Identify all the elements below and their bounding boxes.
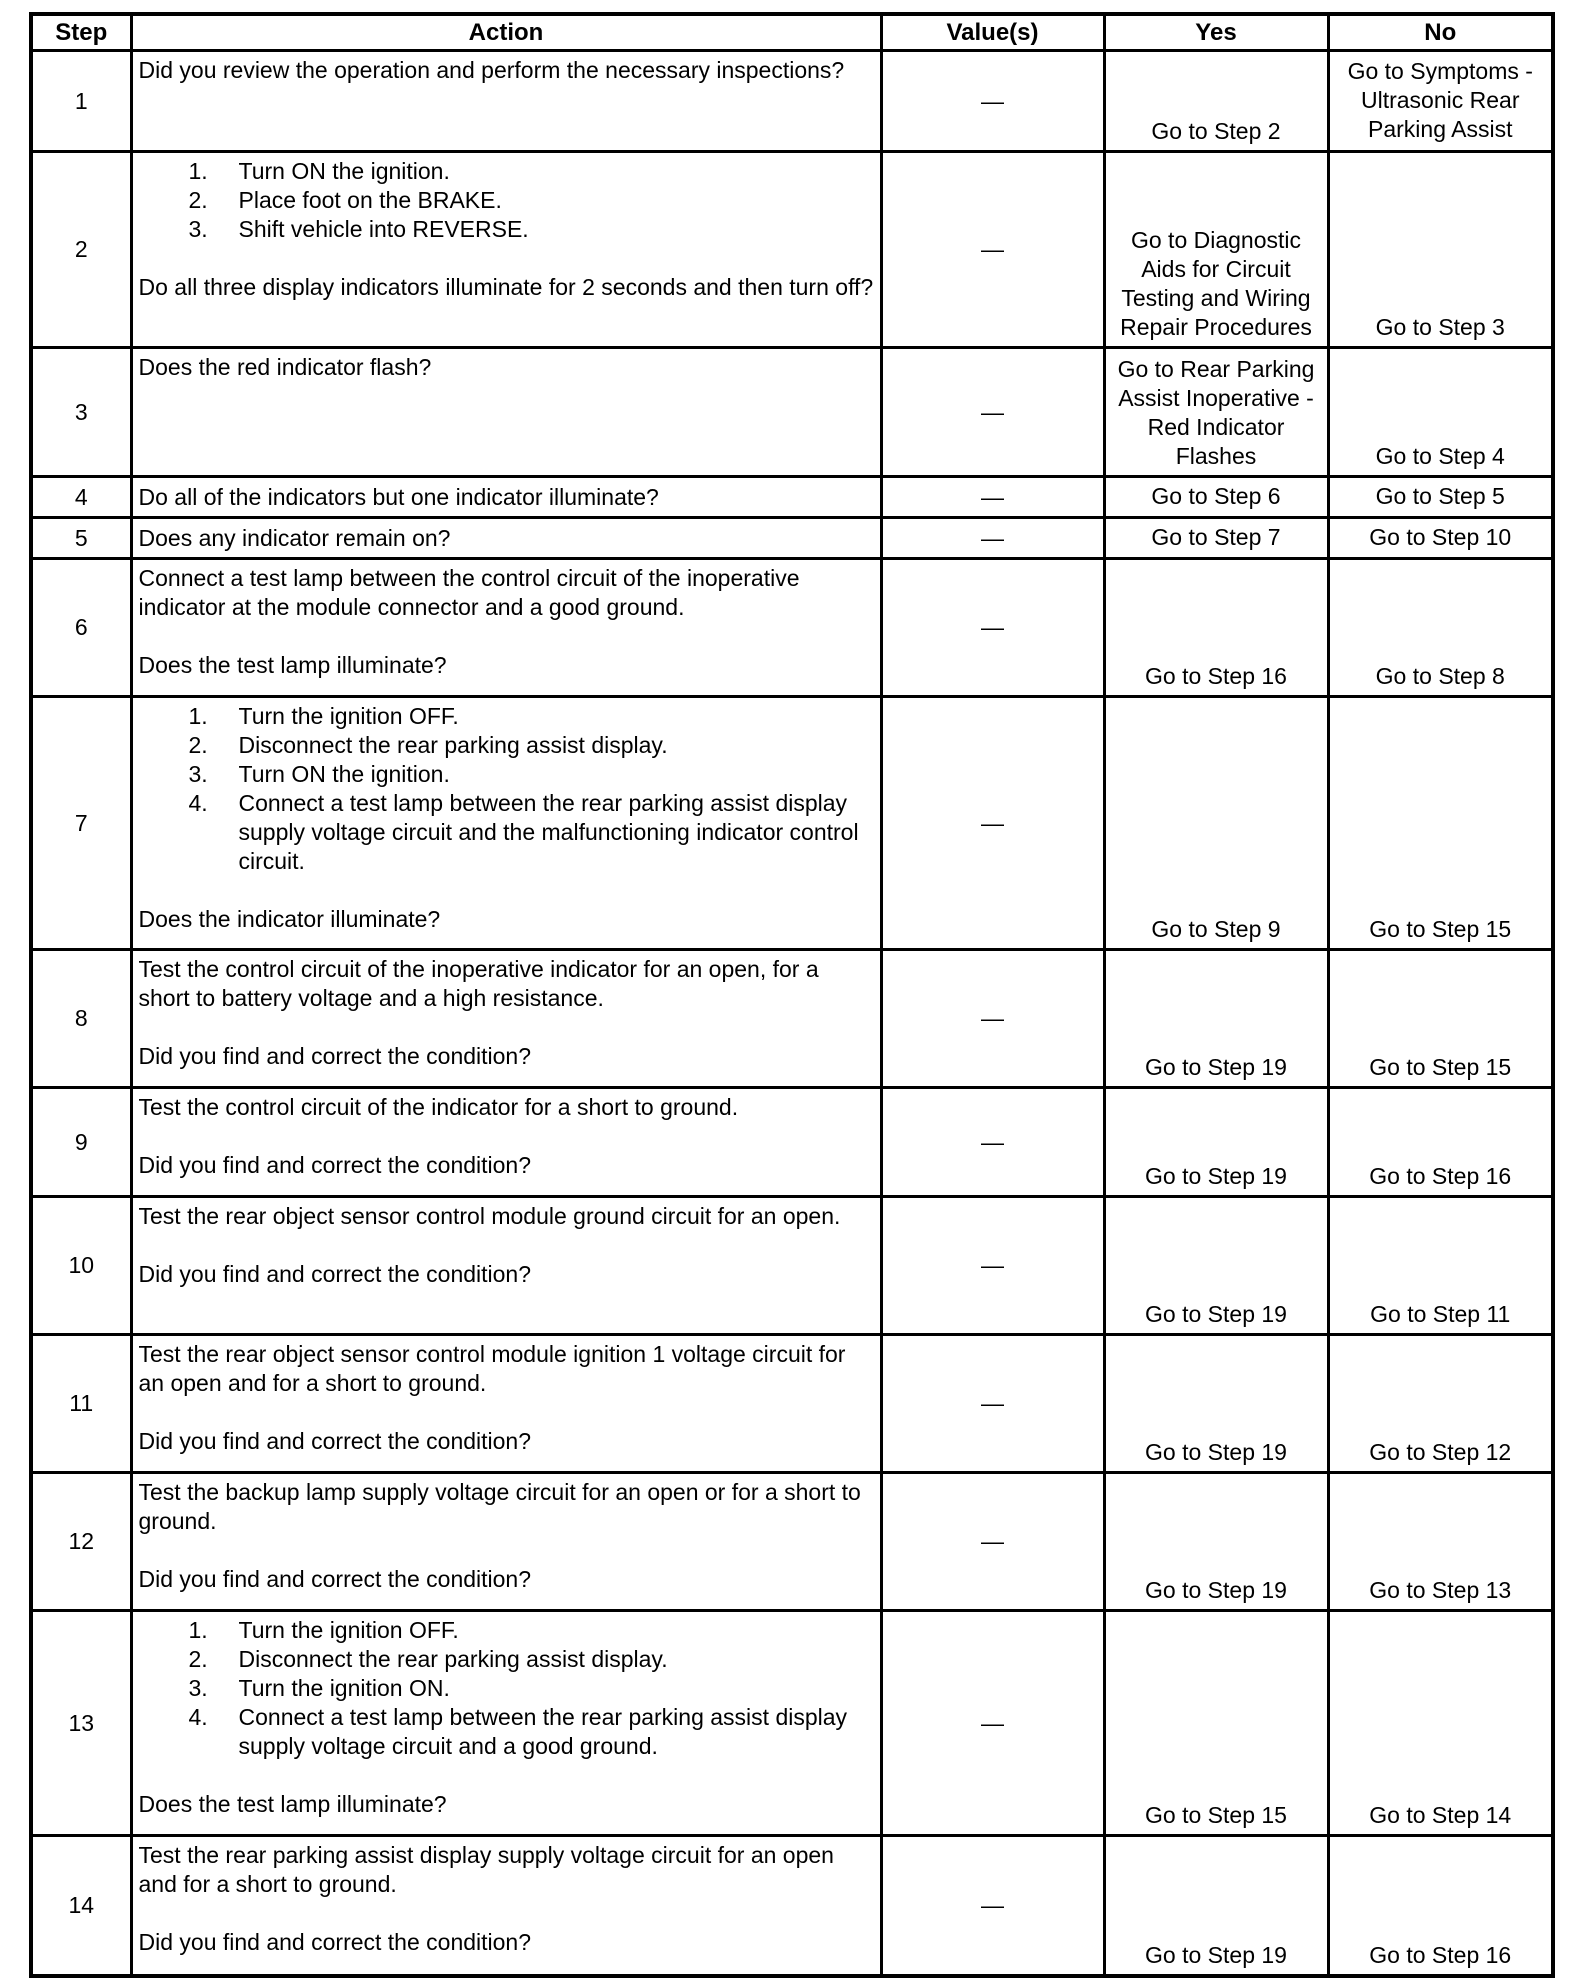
action-question: Did you find and correct the condition? bbox=[138, 1929, 532, 1955]
yes-cell: Go to Step 19 bbox=[1104, 1197, 1328, 1335]
action-step-item: 1. Turn the ignition OFF. bbox=[188, 703, 459, 729]
action-step-item: 4. Connect a test lamp between the rear parking assist display supply voltage circuit and a good ground. bbox=[188, 1704, 848, 1759]
value-cell: — bbox=[881, 348, 1104, 477]
no-cell: Go to Symptoms - Ultrasonic Rear Parking Assist bbox=[1328, 51, 1553, 152]
yes-cell: Go to Step 19 bbox=[1104, 1335, 1328, 1473]
step-number: 6 bbox=[31, 559, 131, 697]
table-row bbox=[31, 1335, 1553, 1473]
step-number: 14 bbox=[31, 1836, 131, 1976]
action-step-text: Turn the ignition ON. bbox=[238, 1675, 450, 1701]
table-row bbox=[31, 518, 1553, 559]
action-instruction: Test the rear object sensor control module ignition 1 voltage circuit for an open and for a short to ground. bbox=[138, 1341, 846, 1396]
action-instruction: Test the rear object sensor control module ground circuit for an open. bbox=[138, 1203, 841, 1229]
action-question: Did you find and correct the condition? bbox=[138, 1566, 532, 1592]
action-step-item: 1. Turn ON the ignition. bbox=[188, 158, 450, 184]
value-cell: — bbox=[881, 950, 1104, 1088]
action-step-item: 3. Shift vehicle into REVERSE. bbox=[188, 216, 529, 242]
yes-cell: Go to Diagnostic Aids for Circuit Testing and Wiring Repair Procedures bbox=[1104, 152, 1328, 348]
step-number: 1 bbox=[31, 51, 131, 152]
action-cell bbox=[131, 1473, 881, 1611]
action-cell bbox=[131, 1335, 881, 1473]
table-row bbox=[31, 1611, 1553, 1836]
action-cell bbox=[131, 559, 881, 697]
step-number: 11 bbox=[31, 1335, 131, 1473]
action-cell bbox=[131, 1088, 881, 1197]
action-step-item: 3. Turn ON the ignition. bbox=[188, 761, 450, 787]
action-question: Does the test lamp illuminate? bbox=[138, 1791, 447, 1817]
value-cell: — bbox=[881, 518, 1104, 559]
table-row bbox=[31, 1473, 1553, 1611]
action-step-item: 1. Turn the ignition OFF. bbox=[188, 1617, 459, 1643]
yes-cell: Go to Step 16 bbox=[1104, 559, 1328, 697]
header-action: Action bbox=[131, 14, 881, 51]
table-row bbox=[31, 1197, 1553, 1335]
step-number: 4 bbox=[31, 477, 131, 518]
yes-cell: Go to Step 19 bbox=[1104, 950, 1328, 1088]
action-cell bbox=[131, 1197, 881, 1335]
action-steps-list bbox=[139, 1616, 874, 1761]
action-question: Did you find and correct the condition? bbox=[138, 1261, 532, 1287]
yes-cell: Go to Step 19 bbox=[1104, 1088, 1328, 1197]
no-cell: Go to Step 12 bbox=[1328, 1335, 1553, 1473]
table-row bbox=[31, 348, 1553, 477]
action-cell bbox=[131, 1836, 881, 1976]
table-row bbox=[31, 559, 1553, 697]
header-values: Value(s) bbox=[881, 14, 1104, 51]
action-question: Did you find and correct the condition? bbox=[138, 1428, 532, 1454]
action-step-item: 2. Place foot on the BRAKE. bbox=[188, 187, 502, 213]
table-row bbox=[31, 1088, 1553, 1197]
action-question: Do all three display indicators illuminate for 2 seconds and then turn off? bbox=[138, 274, 874, 300]
no-cell: Go to Step 16 bbox=[1328, 1088, 1553, 1197]
value-cell: — bbox=[881, 1197, 1104, 1335]
value-cell: — bbox=[881, 1611, 1104, 1836]
value-cell: — bbox=[881, 51, 1104, 152]
step-number: 13 bbox=[31, 1611, 131, 1836]
no-cell: Go to Step 5 bbox=[1328, 477, 1553, 518]
action-step-item: 2. Disconnect the rear parking assist display. bbox=[188, 732, 668, 758]
no-cell: Go to Step 13 bbox=[1328, 1473, 1553, 1611]
action-step-text: Connect a test lamp between the rear parking assist display supply voltage circuit and a good ground. bbox=[238, 1704, 848, 1759]
step-number: 9 bbox=[31, 1088, 131, 1197]
action-question: Did you find and correct the condition? bbox=[138, 1043, 532, 1069]
action-step-text: Turn the ignition OFF. bbox=[238, 1617, 459, 1643]
action-step-text: Disconnect the rear parking assist display. bbox=[238, 732, 668, 758]
no-cell: Go to Step 11 bbox=[1328, 1197, 1553, 1335]
action-instruction: Test the control circuit of the indicator for a short to ground. bbox=[138, 1094, 739, 1120]
value-cell: — bbox=[881, 1335, 1104, 1473]
action-cell bbox=[131, 348, 881, 477]
value-cell: — bbox=[881, 152, 1104, 348]
action-step-text: Place foot on the BRAKE. bbox=[238, 187, 502, 213]
no-cell: Go to Step 10 bbox=[1328, 518, 1553, 559]
step-number: 5 bbox=[31, 518, 131, 559]
value-cell: — bbox=[881, 697, 1104, 950]
action-question: Does the test lamp illuminate? bbox=[138, 652, 447, 678]
yes-cell: Go to Step 2 bbox=[1104, 51, 1328, 152]
header-yes: Yes bbox=[1104, 14, 1328, 51]
action-instruction: Test the control circuit of the inoperative indicator for an open, for a short to battery voltage and a high resistance. bbox=[138, 956, 819, 1011]
action-cell bbox=[131, 697, 881, 950]
action-step-item: 2. Disconnect the rear parking assist display. bbox=[188, 1646, 668, 1672]
step-number: 8 bbox=[31, 950, 131, 1088]
action-instruction: Connect a test lamp between the control circuit of the inoperative indicator at the module connector and a good ground. bbox=[138, 565, 800, 620]
no-cell: Go to Step 14 bbox=[1328, 1611, 1553, 1836]
action-step-item: 3. Turn the ignition ON. bbox=[188, 1675, 450, 1701]
action-steps-list bbox=[139, 702, 874, 876]
header-no: No bbox=[1328, 14, 1553, 51]
action-step-text: Turn ON the ignition. bbox=[238, 761, 450, 787]
value-cell: — bbox=[881, 1473, 1104, 1611]
yes-cell: Go to Step 19 bbox=[1104, 1473, 1328, 1611]
yes-cell: Go to Step 19 bbox=[1104, 1836, 1328, 1976]
action-cell bbox=[131, 950, 881, 1088]
action-step-text: Disconnect the rear parking assist display. bbox=[238, 1646, 668, 1672]
yes-cell: Go to Step 15 bbox=[1104, 1611, 1328, 1836]
action-cell bbox=[131, 1611, 881, 1836]
table-row bbox=[31, 697, 1553, 950]
action-question: Does the indicator illuminate? bbox=[138, 906, 441, 932]
step-number: 10 bbox=[31, 1197, 131, 1335]
action-step-text: Connect a test lamp between the rear parking assist display supply voltage circuit and the malfunctioning indicator control circuit. bbox=[238, 790, 859, 874]
no-cell: Go to Step 3 bbox=[1328, 152, 1553, 348]
action-instruction: Test the backup lamp supply voltage circuit for an open or for a short to ground. bbox=[138, 1479, 861, 1534]
table-row bbox=[31, 950, 1553, 1088]
no-cell: Go to Step 16 bbox=[1328, 1836, 1553, 1976]
value-cell: — bbox=[881, 1088, 1104, 1197]
action-step-item: 4. Connect a test lamp between the rear parking assist display supply voltage circuit and the malfunctioning indicator control circuit. bbox=[188, 790, 859, 874]
yes-cell: Go to Step 6 bbox=[1104, 477, 1328, 518]
action-cell bbox=[131, 51, 881, 152]
yes-cell: Go to Rear Parking Assist Inoperative - Red Indicator Flashes bbox=[1104, 348, 1328, 477]
step-number: 2 bbox=[31, 152, 131, 348]
action-step-text: Turn the ignition OFF. bbox=[238, 703, 459, 729]
no-cell: Go to Step 8 bbox=[1328, 559, 1553, 697]
action-steps-list bbox=[139, 157, 874, 244]
value-cell: — bbox=[881, 1836, 1104, 1976]
value-cell: — bbox=[881, 559, 1104, 697]
yes-cell: Go to Step 9 bbox=[1104, 697, 1328, 950]
table-row bbox=[31, 1836, 1553, 1976]
no-cell: Go to Step 15 bbox=[1328, 697, 1553, 950]
step-number: 3 bbox=[31, 348, 131, 477]
action-cell bbox=[131, 518, 881, 559]
table-row bbox=[31, 51, 1553, 152]
header-step: Step bbox=[31, 14, 131, 51]
step-number: 7 bbox=[31, 697, 131, 950]
action-cell bbox=[131, 477, 881, 518]
header-row bbox=[31, 14, 1553, 51]
action-question: Do all of the indicators but one indicator illuminate? bbox=[138, 483, 659, 510]
yes-cell: Go to Step 7 bbox=[1104, 518, 1328, 559]
action-question: Does the red indicator flash? bbox=[138, 354, 432, 380]
no-cell: Go to Step 4 bbox=[1328, 348, 1553, 477]
step-number: 12 bbox=[31, 1473, 131, 1611]
value-cell: — bbox=[881, 477, 1104, 518]
action-step-text: Turn ON the ignition. bbox=[238, 158, 450, 184]
table-row bbox=[31, 477, 1553, 518]
action-instruction: Test the rear parking assist display supply voltage circuit for an open and for a short to ground. bbox=[138, 1842, 834, 1897]
action-question: Did you review the operation and perform the necessary inspections? bbox=[138, 57, 845, 83]
action-step-text: Shift vehicle into REVERSE. bbox=[238, 216, 529, 242]
table-row bbox=[31, 152, 1553, 348]
diagnostic-table bbox=[29, 12, 1555, 1978]
action-cell bbox=[131, 152, 881, 348]
no-cell: Go to Step 15 bbox=[1328, 950, 1553, 1088]
action-question: Does any indicator remain on? bbox=[138, 524, 451, 551]
action-question: Did you find and correct the condition? bbox=[138, 1152, 532, 1178]
